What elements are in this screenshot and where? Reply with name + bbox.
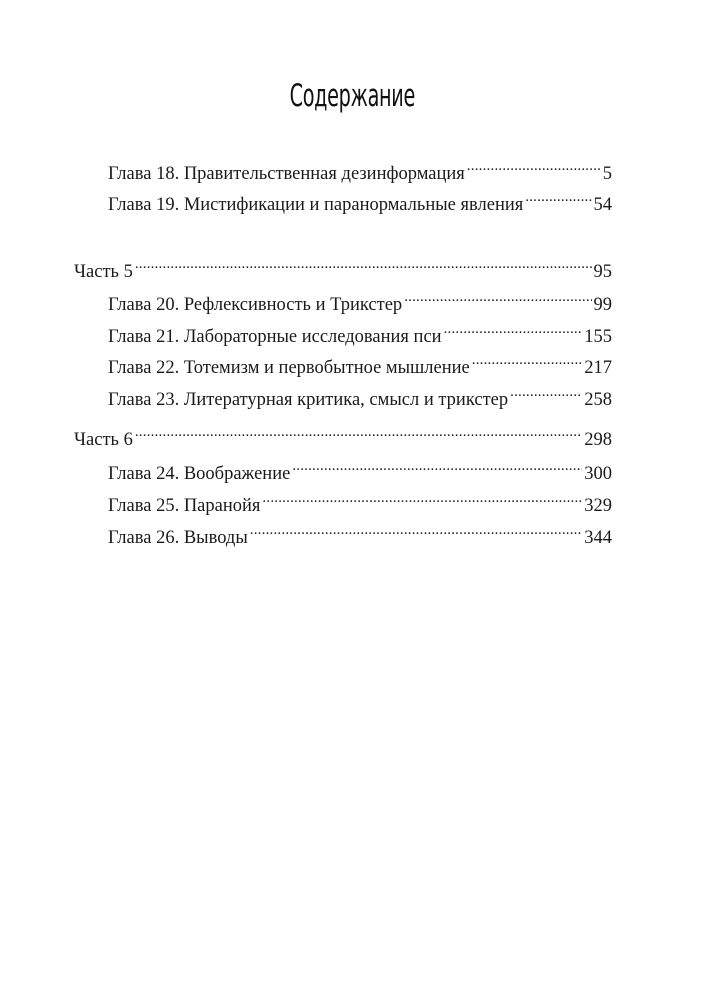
- toc-entry-chapter-20: [108, 286, 612, 317]
- toc-entry-chapter-22: [108, 349, 612, 380]
- toc-entry-page: 258: [584, 390, 612, 410]
- toc-entry-part-5: [74, 253, 612, 284]
- dot-leader: [510, 381, 582, 405]
- toc-entry-label: Глава 19. Мистификации и паранормальные явления: [108, 195, 524, 215]
- dot-leader: [292, 455, 582, 479]
- dot-leader: [472, 349, 583, 373]
- toc-entry-page: 155: [584, 327, 612, 347]
- dot-leader: [250, 519, 582, 543]
- toc-entry-chapter-25: [108, 487, 612, 518]
- toc-entry-chapter-26: [108, 519, 612, 550]
- toc-entry-chapter-23: [108, 381, 612, 412]
- toc-entry-label: Глава 25. Паранойя: [108, 496, 261, 516]
- toc-entry-label: Глава 18. Правительственная дезинформация: [108, 164, 465, 184]
- dot-leader: [525, 186, 591, 210]
- toc-entry-label: Глава 23. Литературная критика, смысл и трикстер: [108, 390, 509, 410]
- toc-entry-page: 99: [593, 295, 612, 315]
- toc-entry-page: 300: [584, 464, 612, 484]
- toc-entry-page: 95: [593, 262, 612, 282]
- toc-entry-chapter-24: [108, 455, 612, 486]
- toc-entry-label: Глава 21. Лабораторные исследования пси: [108, 327, 442, 347]
- toc-entry-page: 217: [584, 358, 612, 378]
- dot-leader: [135, 253, 592, 277]
- toc-entry-label: Глава 26. Выводы: [108, 528, 248, 548]
- toc-entry-label: Глава 20. Рефлексивность и Трикстер: [108, 295, 403, 315]
- dot-leader: [444, 318, 583, 342]
- toc-entry-page: 344: [584, 528, 612, 548]
- toc-entry-label: Часть 5: [74, 262, 133, 282]
- page-title: Содержание: [289, 78, 415, 114]
- toc-entry-chapter-18: [108, 155, 612, 186]
- dot-leader: [467, 155, 601, 179]
- toc-entry-part-6: [74, 421, 612, 452]
- dot-leader: [404, 286, 591, 310]
- dot-leader: [262, 487, 582, 511]
- toc-entry-label: Глава 24. Воображение: [108, 464, 291, 484]
- toc-entry-chapter-21: [108, 318, 612, 349]
- toc-entry-label: Часть 6: [74, 430, 133, 450]
- dot-leader: [135, 421, 582, 445]
- toc-entry-page: 298: [584, 430, 612, 450]
- toc-entry-page: 329: [584, 496, 612, 516]
- toc-entry-page: 54: [593, 195, 612, 215]
- toc-entry-label: Глава 22. Тотемизм и первобытное мышление: [108, 358, 470, 378]
- toc-entry-chapter-19: [108, 186, 612, 217]
- toc-entry-page: 5: [602, 164, 612, 184]
